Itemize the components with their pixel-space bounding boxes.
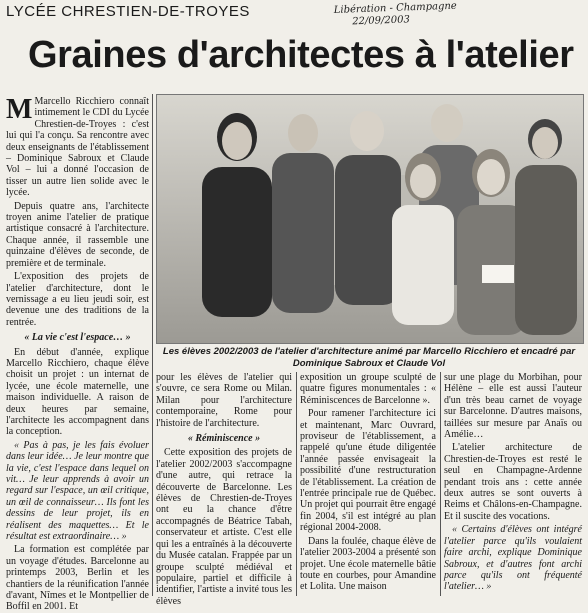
paragraph: La formation est complétée par un voyage d'études. Barcelonne au printemps 2003, Berlin et les chantiers de la réunification l'année d'avant, Nîmes et le Montpellier de Boffil en 2001. Et	[6, 544, 149, 613]
article-column-4	[444, 372, 582, 598]
paragraph: En début d'année, explique Marcello Ricchiero, chaque élève choisit un projet : un internat de lycée, une école maternelle, une maison individuelle. A raison de deux heures par semaine, l'architecte les accompagnent dans la conception.	[6, 346, 149, 438]
handwritten-source-note	[334, 0, 505, 29]
column-divider	[296, 372, 297, 596]
column-divider	[152, 94, 153, 596]
quote-paragraph: « Pas à pas, je les fais évoluer dans leur idée… Je leur montre que la vie, c'est l'espace dans lequel on vit… Je leur apprends à avoir un regard sur l'espace, un œil critique, un œil de connaisseur… Ils font les dessins de leur projet, ils en réalisent des maquettes… Et le résultat est extraordinaire… »	[6, 439, 149, 543]
column-divider	[440, 372, 441, 596]
paragraph: L'atelier architecture de Chrestien-de-Troyes est resté le seul en Champagne-Ardenne pendant trois ans : cette année deux autres se sont ouverts à Reims et Châlons-en-Champagne. Et il suscite des vocations.	[444, 442, 582, 522]
drop-cap: M	[6, 94, 33, 125]
subheading: « Réminiscence »	[187, 433, 261, 445]
paragraph: exposition un groupe sculpté de quatre figures monumentales : « Réminiscences de Barcelonne ».	[300, 372, 436, 406]
subheading: « La vie c'est l'espace… »	[24, 332, 131, 344]
article-column-3	[300, 372, 436, 598]
quote-paragraph: « Certains d'élèves ont intégré l'atelier parce qu'ils voulaient faire archi, explique Dominique Sabroux, et d'autres font archi parce qu'ils ont fréquenté l'atelier… »	[444, 524, 582, 593]
article-headline: Graines d'architectes à l'atelier	[28, 34, 574, 76]
paragraph: pour les élèves de l'atelier qui s'ouvre, ce sera Rome ou Milan. Milan pour l'architecture contemporaine, Rome pour l'histoire de l'architecture.	[156, 372, 292, 429]
article-column-1	[6, 94, 149, 613]
paragraph: L'exposition des projets de l'atelier d'architecture, dont le vernissage a eu lieu jeudi soir, est devenue une des traditions de la rentrée.	[6, 271, 149, 328]
section-kicker: LYCÉE CHRESTIEN-DE-TROYES	[6, 3, 250, 20]
group-photo-illustration	[157, 95, 583, 343]
handnote-source: Libération - Champagne	[333, 0, 457, 16]
paragraph: sur une plage du Morbihan, pour Hélène – elle est aussi l'auteur d'un très beau carnet de voyage sur Barcelonne. D'autres maisons, taillées sur mesure par Anaïs ou Amélie…	[444, 372, 582, 441]
photo-caption: Les élèves 2002/2003 de l'atelier d'architecture animé par Marcello Ricchiero et encadré par Dominique Sabroux et Claude Vol	[162, 346, 576, 369]
paragraph: Pour ramener l'architecture ici et maintenant, Marc Ouvrard, proviseur de l'établissement, a rappelé qu'une étude diligentée l'année passée envisageait la possibilité d'une restructuration de l'établissement. La création de l'entrée principale rue de Québec. Un projet qui pourrait être engagé fin 2004, s'il est intégré au plan régional 2004-2008.	[300, 408, 436, 534]
paragraph: Depuis quatre ans, l'architecte troyen anime l'atelier de pratique artistique consacré à l'architecture. Chaque année, il rassemble une quinzaine d'élèves de seconde, de première et de terminale.	[6, 200, 149, 269]
paragraph-text: Marcello Ricchiero connaît intimement le CDI du Lycée Chrestien-de-Troyes : c'est lui qui l'a conçu. Sa rencontre avec deux enseignants de l'établissement – Dominique Sabroux et Claude Vol – lui a donné l'occasion de tisser un autre lien solide avec le lycée.	[6, 96, 149, 199]
handnote-date: 22/09/2003	[352, 14, 411, 28]
paragraph	[6, 96, 149, 199]
paragraph: Cette exposition des projets de l'atelier 2002/2003 s'accompagne d'une autre, qui retrace la découverte de Barcelonne. Les élèves de Chrestien-de-Troyes ont eu la chance d'être accompagnés de Béatrice Tabah, conservateur et artiste. C'est elle qui les a entraînés à la découverte du Musée catalan. Frappée par un groupe sculpté médiéval et populaire, partiel et difficile à identifier, l'artiste a invité tous les élèves	[156, 447, 292, 607]
article-column-2	[156, 372, 292, 607]
paragraph: Dans la foulée, chaque élève de l'atelier 2003-2004 a présenté son projet. Une école maternelle bâtie toute en courbes, pour Amandine et Lolita. Une maison	[300, 535, 436, 593]
group-photo	[156, 94, 584, 344]
